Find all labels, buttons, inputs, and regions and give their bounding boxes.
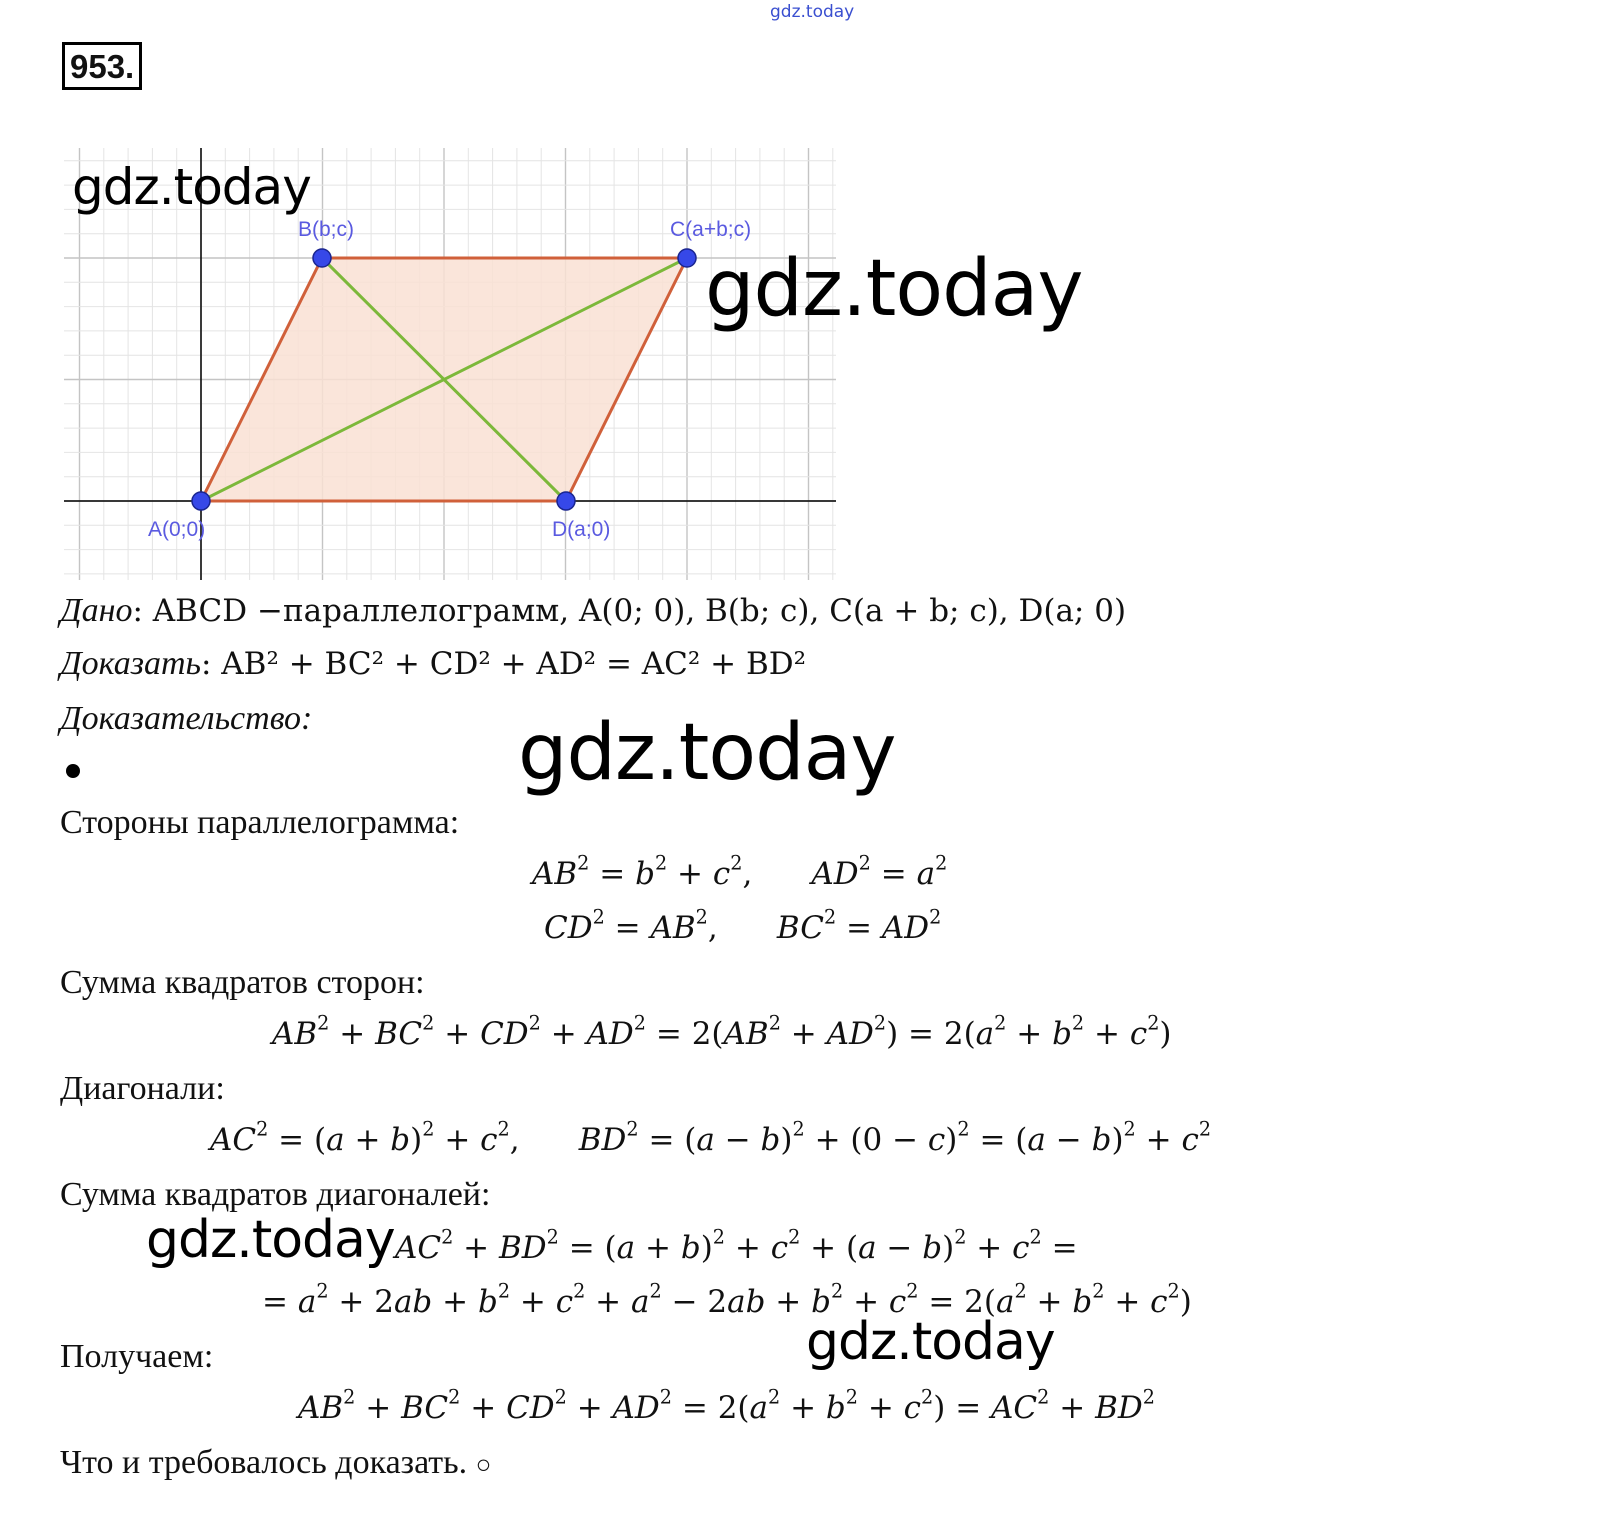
point-b <box>313 249 331 267</box>
formula-sides-1: $AB^2 = b^2 + c^2$, $AD^2 = a^2$ <box>532 851 948 892</box>
given-text: : ABCD −параллелограмм, A(0; 0), B(b; c), C(a + b; c), D(a; 0) <box>132 593 1127 629</box>
get-heading: Получаем: <box>60 1338 214 1375</box>
formula-sum-diagonals-1: $AC^2 + BD^2 = (a + b)^2 + c^2 + (a - b)^2 + c^2$ = <box>395 1225 1078 1266</box>
sides-heading: Стороны параллелограмма: <box>60 804 460 841</box>
label-c: C(a+b;c) <box>670 218 752 241</box>
conclusion-line <box>60 1444 491 1482</box>
label-a: A(0;0) <box>148 518 206 541</box>
sum-sides-heading: Сумма квадратов сторон: <box>60 964 425 1001</box>
given-label: Дано <box>60 592 133 629</box>
qed-symbol: ○ <box>475 1450 492 1479</box>
watermark-middle: gdz.today <box>518 708 896 798</box>
watermark-lower-left: gdz.today <box>146 1210 395 1270</box>
formula-diagonals: $AC^2 = (a + b)^2 + c^2$, $BD^2 = (a - b)^2 + (0 - c)^2 = (a - b)^2 + c^2$ <box>210 1117 1212 1158</box>
formula-sum-sides: $AB^2 + BC^2 + CD^2 + AD^2 = 2(AB^2 + AD^2) = 2(a^2 + b^2 + c^2)$ <box>272 1011 1172 1052</box>
label-b: B(b;c) <box>298 218 355 241</box>
watermark-figure-2: gdz.today <box>705 244 1083 334</box>
conclusion-text: Что и требовалось доказать. <box>60 1444 468 1481</box>
prove-text: : AB² + BC² + CD² + AD² = AC² + BD² <box>200 646 807 682</box>
point-d <box>557 492 575 510</box>
given-line <box>60 592 1126 630</box>
point-a <box>192 492 210 510</box>
point-c <box>678 249 696 267</box>
formula-result: $AB^2 + BC^2 + CD^2 + AD^2 = 2(a^2 + b^2 + c^2) = AC^2 + BD^2$ <box>298 1385 1155 1426</box>
watermark-lower-right: gdz.today <box>806 1312 1055 1372</box>
problem-number: 953. <box>62 42 142 90</box>
watermark-figure-1: gdz.today <box>72 158 311 216</box>
formula-sum-diagonals-2: = $a^2 + 2ab + b^2 + c^2 + a^2 - 2ab + b^2 + c^2 = 2(a^2 + b^2 + c^2)$ <box>262 1279 1192 1320</box>
sum-diagonals-heading: Сумма квадратов диагоналей: <box>60 1176 491 1213</box>
prove-line <box>60 645 806 683</box>
watermark-top: gdz.today <box>770 2 855 22</box>
formula-sides-2: $CD^2 = AB^2$, $BC^2 = AD^2$ <box>544 905 942 946</box>
proof-label: Доказательство: <box>60 700 313 737</box>
label-d: D(a;0) <box>552 518 611 541</box>
bullet <box>66 764 80 778</box>
prove-label: Доказать <box>60 645 201 682</box>
diagonals-heading: Диагонали: <box>60 1070 225 1107</box>
